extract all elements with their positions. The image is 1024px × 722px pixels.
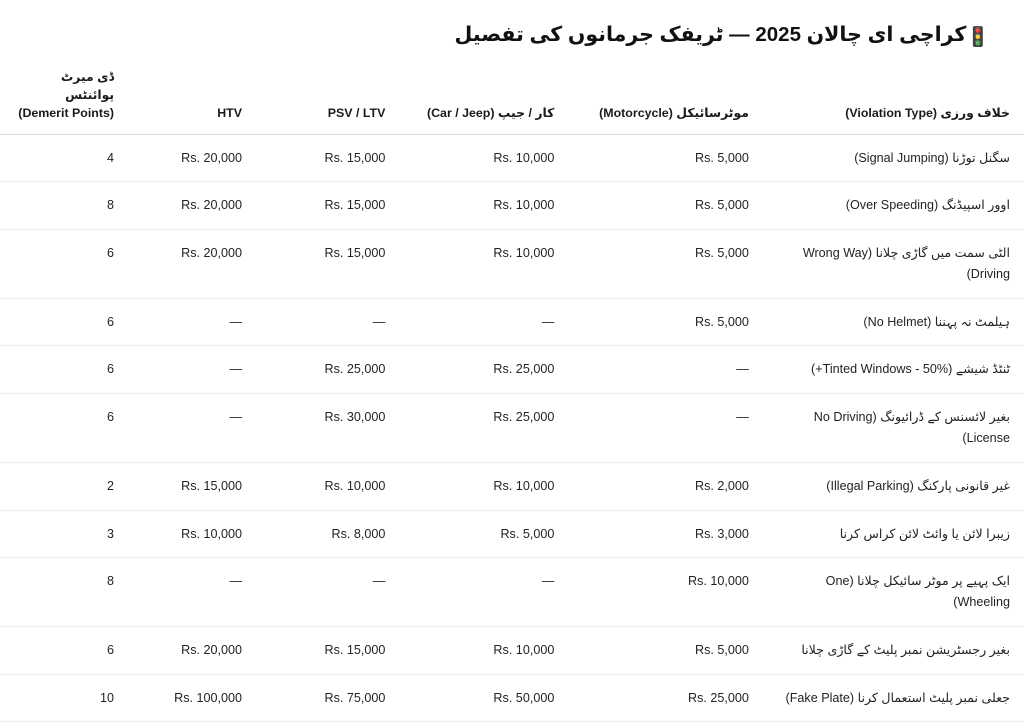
cell-violation: بغیر لائسنس کے ڈرائیونگ (No Driving License) xyxy=(763,394,1024,463)
cell-psv: Rs. 15,000 xyxy=(256,230,399,299)
cell-violation: اوور اسپیڈنگ (Over Speeding) xyxy=(763,182,1024,230)
cell-motorcycle: — xyxy=(568,346,763,394)
column-header-psv[interactable]: PSV / LTV xyxy=(256,65,399,134)
page-title-text: کراچی ای چالان 2025 — ٹریفک جرمانوں کی تفصیل xyxy=(454,23,967,46)
cell-htv: Rs. 100,000 xyxy=(128,674,256,722)
cell-motorcycle: Rs. 5,000 xyxy=(568,230,763,299)
cell-psv: Rs. 10,000 xyxy=(256,462,399,510)
cell-violation: الٹی سمت میں گاڑی چلانا (Wrong Way Driving) xyxy=(763,230,1024,299)
table-row[interactable] xyxy=(0,298,1024,346)
traffic-light-icon: 🚦 xyxy=(966,27,990,48)
table-header-row xyxy=(0,65,1024,134)
cell-violation: جعلی نمبر پلیٹ استعمال کرنا (Fake Plate) xyxy=(763,674,1024,722)
cell-car: — xyxy=(399,298,568,346)
cell-htv: — xyxy=(128,394,256,463)
cell-car: Rs. 25,000 xyxy=(399,394,568,463)
cell-psv: Rs. 30,000 xyxy=(256,394,399,463)
cell-car: Rs. 10,000 xyxy=(399,462,568,510)
page-title xyxy=(455,22,994,51)
cell-violation: غیر قانونی پارکنگ (Illegal Parking) xyxy=(763,462,1024,510)
cell-motorcycle: Rs. 5,000 xyxy=(568,134,763,182)
cell-car: Rs. 10,000 xyxy=(399,182,568,230)
column-header-violation[interactable]: خلاف ورزی (Violation Type) xyxy=(763,65,1024,134)
cell-demerit-points: 6 xyxy=(0,298,128,346)
cell-psv: Rs. 15,000 xyxy=(256,626,399,674)
table-row[interactable] xyxy=(0,230,1024,299)
cell-motorcycle: Rs. 25,000 xyxy=(568,674,763,722)
cell-demerit-points: 6 xyxy=(0,346,128,394)
cell-htv: — xyxy=(128,558,256,627)
cell-demerit-points: 10 xyxy=(0,674,128,722)
cell-violation: ٹنٹڈ شیشے (Tinted Windows - 50%+) xyxy=(763,346,1024,394)
table-row[interactable] xyxy=(0,134,1024,182)
table-row[interactable] xyxy=(0,558,1024,627)
cell-demerit-points: 6 xyxy=(0,230,128,299)
cell-motorcycle: Rs. 3,000 xyxy=(568,510,763,558)
cell-psv: Rs. 15,000 xyxy=(256,134,399,182)
cell-htv: Rs. 15,000 xyxy=(128,462,256,510)
cell-htv: — xyxy=(128,346,256,394)
cell-htv: Rs. 20,000 xyxy=(128,626,256,674)
table-row[interactable] xyxy=(0,346,1024,394)
cell-motorcycle: Rs. 5,000 xyxy=(568,182,763,230)
cell-htv: Rs. 20,000 xyxy=(128,230,256,299)
table-row[interactable] xyxy=(0,462,1024,510)
column-header-htv[interactable]: HTV xyxy=(128,65,256,134)
column-header-car[interactable]: کار / جیپ (Car / Jeep) xyxy=(399,65,568,134)
cell-violation: بغیر رجسٹریشن نمبر پلیٹ کے گاڑی چلانا xyxy=(763,626,1024,674)
cell-car: Rs. 10,000 xyxy=(399,626,568,674)
cell-demerit-points: 2 xyxy=(0,462,128,510)
cell-car: Rs. 25,000 xyxy=(399,346,568,394)
cell-demerit-points: 8 xyxy=(0,558,128,627)
cell-violation: ہیلمٹ نہ پہننا (No Helmet) xyxy=(763,298,1024,346)
cell-demerit-points: 4 xyxy=(0,134,128,182)
cell-car: Rs. 50,000 xyxy=(399,674,568,722)
cell-motorcycle: Rs. 5,000 xyxy=(568,298,763,346)
cell-car: Rs. 10,000 xyxy=(399,230,568,299)
cell-psv: — xyxy=(256,298,399,346)
cell-demerit-points: 6 xyxy=(0,626,128,674)
cell-motorcycle: Rs. 5,000 xyxy=(568,626,763,674)
cell-violation: ایک پہیے پر موٹر سائیکل چلانا (One Wheeling) xyxy=(763,558,1024,627)
fines-table xyxy=(0,65,1024,722)
table-head xyxy=(0,65,1024,134)
cell-car: Rs. 5,000 xyxy=(399,510,568,558)
cell-htv: Rs. 20,000 xyxy=(128,182,256,230)
cell-motorcycle: — xyxy=(568,394,763,463)
cell-car: Rs. 10,000 xyxy=(399,134,568,182)
table-row[interactable] xyxy=(0,182,1024,230)
table-row[interactable] xyxy=(0,394,1024,463)
page-header xyxy=(0,0,1024,65)
table-row[interactable] xyxy=(0,510,1024,558)
cell-motorcycle: Rs. 2,000 xyxy=(568,462,763,510)
cell-motorcycle: Rs. 10,000 xyxy=(568,558,763,627)
column-header-demerit-points[interactable]: ڈی میرٹ پوائنٹس (Demerit Points) xyxy=(0,65,128,134)
table-row[interactable] xyxy=(0,674,1024,722)
cell-car: — xyxy=(399,558,568,627)
column-header-motorcycle[interactable]: موٹرسائیکل (Motorcycle) xyxy=(568,65,763,134)
cell-psv: Rs. 8,000 xyxy=(256,510,399,558)
table-row[interactable] xyxy=(0,626,1024,674)
table-body xyxy=(0,134,1024,722)
cell-demerit-points: 6 xyxy=(0,394,128,463)
cell-psv: — xyxy=(256,558,399,627)
cell-demerit-points: 3 xyxy=(0,510,128,558)
cell-psv: Rs. 75,000 xyxy=(256,674,399,722)
cell-psv: Rs. 25,000 xyxy=(256,346,399,394)
cell-demerit-points: 8 xyxy=(0,182,128,230)
cell-htv: Rs. 10,000 xyxy=(128,510,256,558)
cell-violation: سگنل توڑنا (Signal Jumping) xyxy=(763,134,1024,182)
cell-htv: Rs. 20,000 xyxy=(128,134,256,182)
cell-htv: — xyxy=(128,298,256,346)
cell-violation: زیبرا لائن یا وائٹ لائن کراس کرنا xyxy=(763,510,1024,558)
cell-psv: Rs. 15,000 xyxy=(256,182,399,230)
